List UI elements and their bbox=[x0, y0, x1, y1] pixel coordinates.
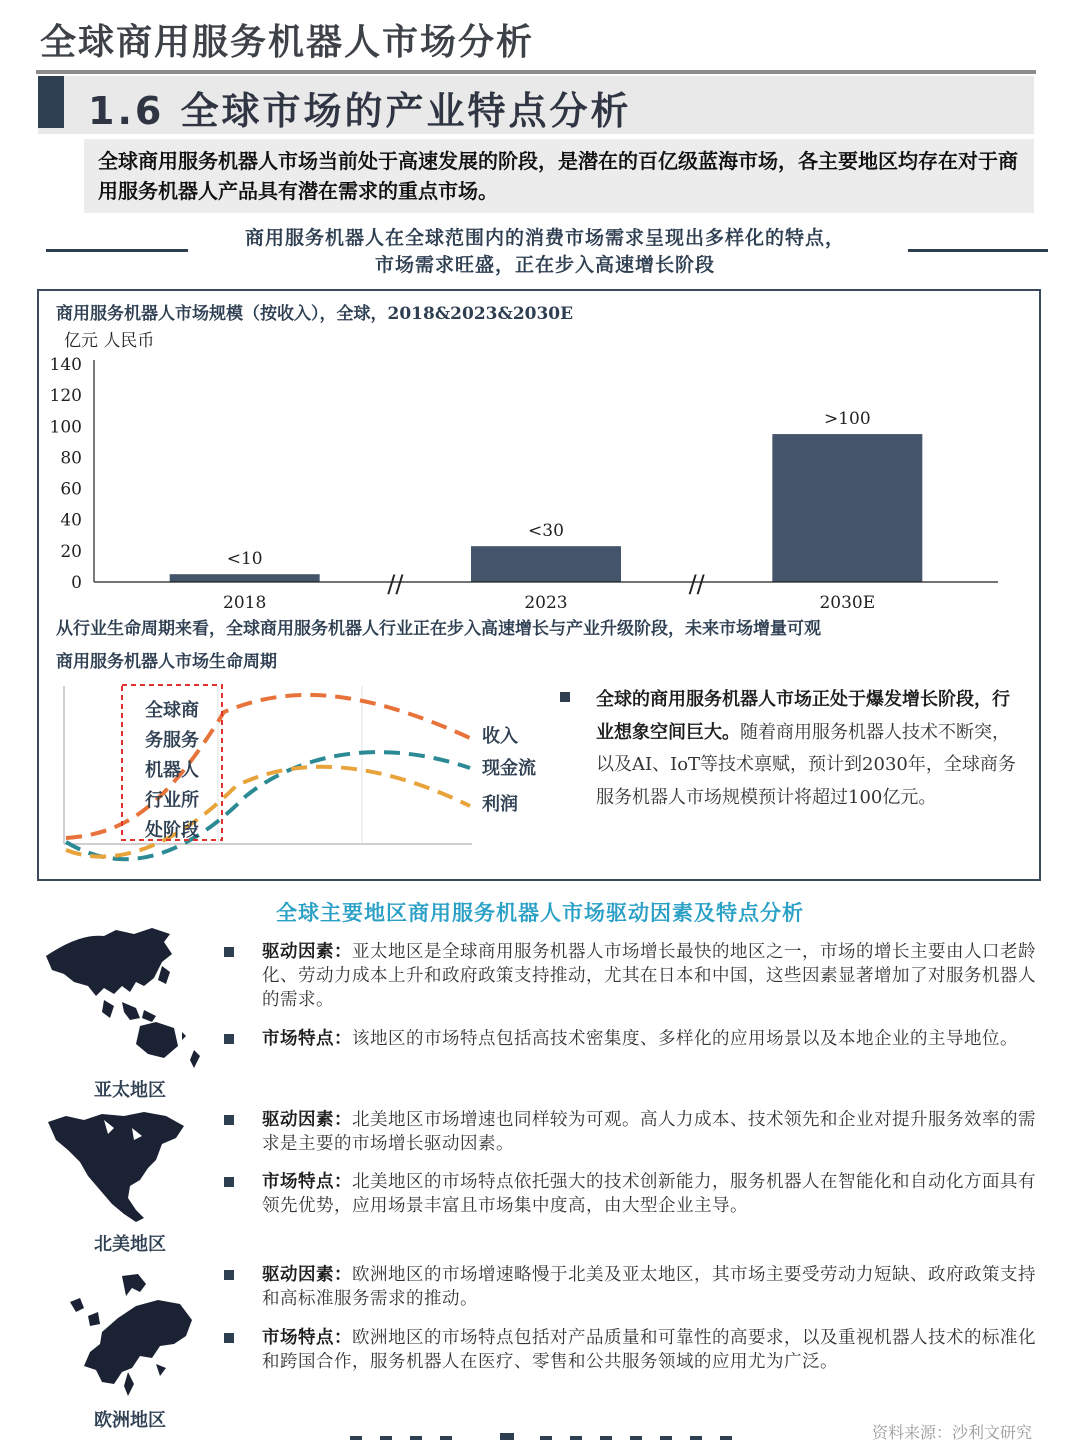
driver-label: 驱动因素： bbox=[262, 1265, 352, 1285]
x-tick-label: 2023 bbox=[524, 593, 568, 613]
europe-map-icon bbox=[62, 1272, 196, 1400]
y-tick-label: 20 bbox=[60, 541, 82, 562]
asia-pacific-feature-text bbox=[262, 1027, 1040, 1051]
region-name-north-america: 北美地区 bbox=[94, 1234, 166, 1255]
driver-text: 欧洲地区的市场增速略慢于北美及亚太地区，其市场主要受劳动力短缺、政府政策支持和高标准服务需求的推动。 bbox=[262, 1265, 1036, 1309]
subheading-line-2: 市场需求旺盛，正在步入高速增长阶段 bbox=[374, 254, 715, 276]
data-label: <30 bbox=[528, 521, 564, 542]
north-america-feature-text bbox=[262, 1170, 1040, 1218]
lifecycle-diagram bbox=[56, 676, 556, 876]
y-tick-label: 120 bbox=[49, 386, 82, 407]
driver-text: 亚太地区是全球商用服务机器人市场增长最快的地区之一，市场的增长主要由人口老龄化、劳动力成本上升和政府政策支持推动，尤其在日本和中国，这些因素显著增加了对服务机器人的需求。 bbox=[262, 942, 1036, 1010]
feature-label: 市场特点： bbox=[262, 1029, 352, 1049]
bullet-square bbox=[224, 947, 234, 957]
lifecycle-title: 商用服务机器人市场生命周期 bbox=[56, 652, 277, 672]
asia-pacific-map-icon bbox=[44, 926, 216, 1072]
source-note: 资料来源：沙利文研究 bbox=[871, 1423, 1032, 1440]
feature-label: 市场特点： bbox=[262, 1328, 352, 1348]
subheading-rule-right bbox=[908, 249, 1048, 252]
bullet-square bbox=[224, 1270, 234, 1280]
subheading-rule-left bbox=[46, 249, 188, 252]
lifecycle-point-text bbox=[596, 684, 1016, 814]
axis-break-mark: // bbox=[387, 570, 404, 598]
footer-logo-strip bbox=[340, 1433, 760, 1440]
curve-label-revenue: 收入 bbox=[482, 726, 518, 747]
bullet-square bbox=[224, 1115, 234, 1125]
bullet-square bbox=[224, 1177, 234, 1187]
x-tick-label: 2018 bbox=[223, 593, 267, 613]
bullet-square bbox=[224, 1034, 234, 1044]
lifecycle-note: 从行业生命周期来看，全球商用服务机器人行业正在步入高速增长与产业升级阶段，未来市场增量可观 bbox=[56, 619, 821, 639]
asia-pacific-driver-text bbox=[262, 940, 1040, 1012]
europe-driver-text bbox=[262, 1263, 1040, 1311]
stage-box-line: 务服务 bbox=[145, 730, 199, 751]
feature-text: 北美地区的市场特点依托强大的技术创新能力，服务机器人在智能化和自动化方面具有领先优势，应用场景丰富且市场集中度高，由大型企业主导。 bbox=[262, 1172, 1036, 1216]
driver-text: 北美地区市场增速也同样较为可观。高人力成本、技术领先和企业对提升服务效率的需求是主要的市场增长驱动因素。 bbox=[262, 1110, 1036, 1154]
stage-box-line: 机器人 bbox=[145, 760, 199, 781]
y-tick-label: 80 bbox=[60, 448, 82, 469]
stage-box-line: 行业所 bbox=[145, 790, 199, 811]
y-tick-label: 140 bbox=[49, 355, 82, 375]
region-name-asia-pacific: 亚太地区 bbox=[94, 1080, 166, 1101]
bar-2018 bbox=[170, 574, 320, 582]
x-tick-label: 2030E bbox=[819, 593, 876, 613]
page-title: 全球商用服务机器人市场分析 bbox=[40, 22, 535, 63]
section-accent-bar bbox=[38, 76, 64, 128]
y-tick-label: 100 bbox=[49, 417, 82, 438]
chart-title: 商用服务机器人市场规模（按收入），全球，2018&2023&2030E bbox=[56, 304, 574, 324]
axis-break-mark: // bbox=[688, 570, 705, 598]
y-tick-label: 40 bbox=[60, 510, 82, 531]
north-america-driver-text bbox=[262, 1108, 1040, 1156]
bar-2023 bbox=[471, 546, 621, 582]
data-label: >100 bbox=[823, 409, 871, 430]
curve-label-cashflow: 现金流 bbox=[482, 758, 536, 779]
driver-label: 驱动因素： bbox=[262, 1110, 352, 1130]
driver-label: 驱动因素： bbox=[262, 942, 352, 962]
curve-revenue bbox=[66, 695, 470, 838]
y-tick-label: 60 bbox=[60, 479, 82, 500]
subheading bbox=[190, 225, 900, 279]
feature-label: 市场特点： bbox=[262, 1172, 352, 1192]
region-name-europe: 欧洲地区 bbox=[94, 1410, 166, 1431]
section-title: 1.6 全球市场的产业特点分析 bbox=[88, 89, 632, 133]
bar-2030E bbox=[772, 434, 922, 582]
y-tick-label: 0 bbox=[71, 573, 82, 593]
bar-chart bbox=[40, 340, 1020, 615]
europe-feature-text bbox=[262, 1326, 1040, 1374]
feature-text: 该地区的市场特点包括高技术密集度、多样化的应用场景以及本地企业的主导地位。 bbox=[352, 1029, 1018, 1049]
subheading-line-1: 商用服务机器人在全球范围内的消费市场需求呈现出多样化的特点， bbox=[244, 227, 845, 249]
y-axis-unit-label: 亿元 人民币 bbox=[64, 331, 155, 351]
intro-text: 全球商用服务机器人市场当前处于高速发展的阶段，是潜在的百亿级蓝海市场，各主要地区均存在对于商用服务机器人产品具有潜在需求的重点市场。 bbox=[98, 149, 1018, 203]
curve-label-profit: 利润 bbox=[482, 794, 518, 815]
stage-box-line: 全球商 bbox=[145, 700, 199, 721]
stage-box-line: 处阶段 bbox=[145, 820, 199, 841]
regions-heading: 全球主要地区商用服务机器人市场驱动因素及特点分析 bbox=[276, 900, 804, 925]
north-america-map-icon bbox=[44, 1110, 194, 1230]
bullet-square bbox=[560, 692, 570, 702]
title-rule bbox=[36, 70, 1036, 74]
feature-text: 欧洲地区的市场特点包括对产品质量和可靠性的高要求，以及重视机器人技术的标准化和跨国合作，服务机器人在医疗、零售和公共服务领域的应用尤为广泛。 bbox=[262, 1328, 1036, 1372]
lifecycle-point-bold: 全球的商用服务机器人市场正处于爆发增长阶段，行业想象空间巨大。 bbox=[596, 689, 1010, 743]
lifecycle-point-rest: 随着商用服务机器人技术不断突，以及AI、IoT等技术禀赋，预计到2030年，全球商务服务机器人市场规模预计将超过100亿元。 bbox=[596, 721, 1016, 808]
bullet-square bbox=[224, 1333, 234, 1343]
data-label: <10 bbox=[226, 549, 263, 570]
